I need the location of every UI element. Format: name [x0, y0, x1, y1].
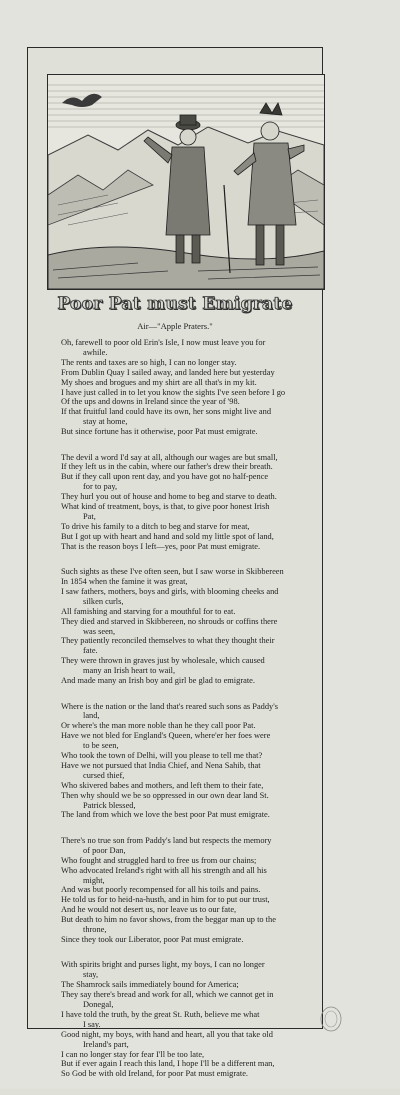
verse-line: If that fruitful land could have its own, her sons might live and	[61, 407, 272, 417]
verse-line: stay,	[83, 970, 99, 980]
verse-line: Who fought and struggled hard to free us from our chains;	[61, 855, 257, 865]
air-tune-line: Air—"Apple Praters."	[137, 321, 213, 331]
verse-line: They died and starved in Skibbereen, no shrouds or coffins there	[61, 616, 278, 626]
verse-line: Who took the town of Delhi, will you please to tell me that?	[61, 751, 263, 761]
verse-line: I can no longer stay for fear I'll be too late,	[61, 1049, 205, 1059]
verse-line: might,	[83, 875, 105, 885]
verse-line: With spirits bright and purses light, my boys, I can no longer	[61, 960, 265, 970]
verse-line: was seen,	[83, 626, 116, 636]
verse-line: In 1854 when the famine it was great,	[61, 577, 188, 587]
verse-line: fate.	[83, 646, 98, 656]
verse-line: Who advocated Ireland's right with all his strength and all his	[61, 865, 267, 875]
verse-line: But I got up with heart and hand and sold my little spot of land,	[61, 531, 274, 541]
stanza	[61, 960, 333, 1079]
verse-line: The rents and taxes are so high, I can no longer stay.	[61, 357, 237, 367]
woodcut-illustration	[47, 74, 325, 290]
verse-line: I have just called in to let you know the sights I've seen before I go	[61, 387, 286, 397]
verse-line: Then why should we be so oppressed in our own dear land St.	[61, 790, 269, 800]
verse-line: Or where's the man more noble than he they call poor Pat.	[61, 721, 256, 731]
verse-line: Of the ups and downs in Ireland since the year of '98.	[61, 397, 240, 407]
verse-line: I saw fathers, mothers, boys and girls, with blooming cheeks and	[61, 586, 279, 596]
verse-line: And was but poorly recompensed for all his toils and pains.	[61, 885, 261, 895]
verse-line: many an Irish heart to wail,	[83, 666, 176, 676]
verse-line: The Shamrock sails immediately bound for America;	[61, 980, 239, 990]
verse-line: The land from which we love the best poor Pat must emigrate.	[61, 810, 270, 820]
verse-line: stay at home,	[83, 417, 128, 427]
verse-line: Pat,	[83, 512, 96, 521]
verse-line: Have we not bled for England's Queen, where'er her foes were	[61, 731, 271, 741]
poem-body	[61, 338, 333, 1095]
verse-line: But if they call upon rent day, and you have got no half-pence	[61, 472, 269, 482]
verse-line: From Dublin Quay I sailed away, and landed here but yesterday	[61, 367, 275, 377]
verse-line: silken curls,	[83, 596, 124, 606]
verse-line: My shoes and brogues and my shirt are all that's in my kit.	[61, 377, 257, 387]
verse-line: And he would not desert us, nor leave us to our fate,	[61, 905, 237, 915]
verse-line: To drive his family to a ditch to beg and starve for meat,	[61, 521, 250, 531]
verse-line: Where is the nation or the land that's reared such sons as Paddy's	[61, 701, 278, 711]
broadside-title: Poor Pat must Emigrate	[57, 294, 293, 314]
verse-line: Oh, farewell to poor old Erin's Isle, I now must leave you for	[61, 338, 266, 347]
verse-line: So God be with old Ireland, for poor Pat must emigrate.	[61, 1069, 249, 1079]
verse-line: land,	[83, 711, 100, 721]
verse-line: I say.	[83, 1019, 101, 1029]
verse-line: They hurl you out of house and home to beg and starve to death.	[61, 492, 277, 502]
verse-line: They patiently reconciled themselves to what they thought their	[61, 636, 275, 646]
verse-line: I have told the truth, by the great St. Ruth, believe me what	[61, 1009, 260, 1019]
stanza	[61, 453, 333, 552]
verse-line: And made many an Irish boy and girl be glad to emigrate.	[61, 676, 255, 686]
verse-line: But since fortune has it otherwise, poor Pat must emigrate.	[61, 427, 258, 437]
stanza	[61, 338, 333, 437]
verse-line: Such sights as these I've often seen, but I saw worse in Skibbereen	[61, 567, 284, 577]
verse-line: Patrick blessed,	[83, 800, 136, 810]
verse-line: to be seen,	[83, 741, 119, 751]
verse-line: There's no true son from Paddy's land but respects the memory	[61, 835, 272, 845]
verse-line: But death to him no favor shows, from the beggar man up to the	[61, 915, 276, 925]
verse-line: Good night, my boys, with hand and heart, all you that take old	[61, 1029, 273, 1039]
verse-line: They were thrown in graves just by wholesale, which caused	[61, 656, 265, 666]
verse-line: But if ever again I reach this land, I hope I'll be a different man,	[61, 1059, 275, 1069]
broadside-sheet	[27, 47, 323, 1079]
library-stamp-icon	[320, 1006, 342, 1032]
verse-line: for to pay,	[83, 482, 118, 492]
verse-line: Have we not pursued that India Chief, and Nena Sahib, that	[61, 760, 261, 770]
verse-line: All famishing and starving for a mouthful for to eat.	[61, 606, 236, 616]
verse-line: throne,	[83, 925, 107, 935]
verse-line: awhile.	[83, 347, 108, 357]
verse-line: of poor Dan,	[83, 845, 126, 855]
verse-line: Who skivered babes and mothers, and left them to their fate,	[61, 780, 264, 790]
stanza	[61, 702, 333, 821]
verse-line: That is the reason boys I left—yes, poor Pat must emigrate.	[61, 541, 261, 551]
verse-line: Ireland's part,	[83, 1039, 129, 1049]
verse-line: cursed thief,	[83, 770, 125, 780]
verse-line: The devil a word I'd say at all, although our wages are but small,	[61, 452, 278, 462]
verse-line: What kind of treatment, boys, is that, to give poor honest Irish	[61, 502, 270, 512]
stanza	[61, 836, 333, 945]
stanza	[61, 567, 333, 686]
verse-line: They say there's bread and work for all, which we cannot get in	[61, 990, 274, 1000]
verse-line: If they left us in the cabin, where our father's drew their breath.	[61, 462, 273, 472]
verse-line: He told us for to heid-na-husth, and in him for to put our trust,	[61, 895, 270, 905]
verse-line: Since they took our Liberator, poor Pat must emigrate.	[61, 934, 244, 944]
verse-line: Donegal,	[83, 999, 114, 1009]
